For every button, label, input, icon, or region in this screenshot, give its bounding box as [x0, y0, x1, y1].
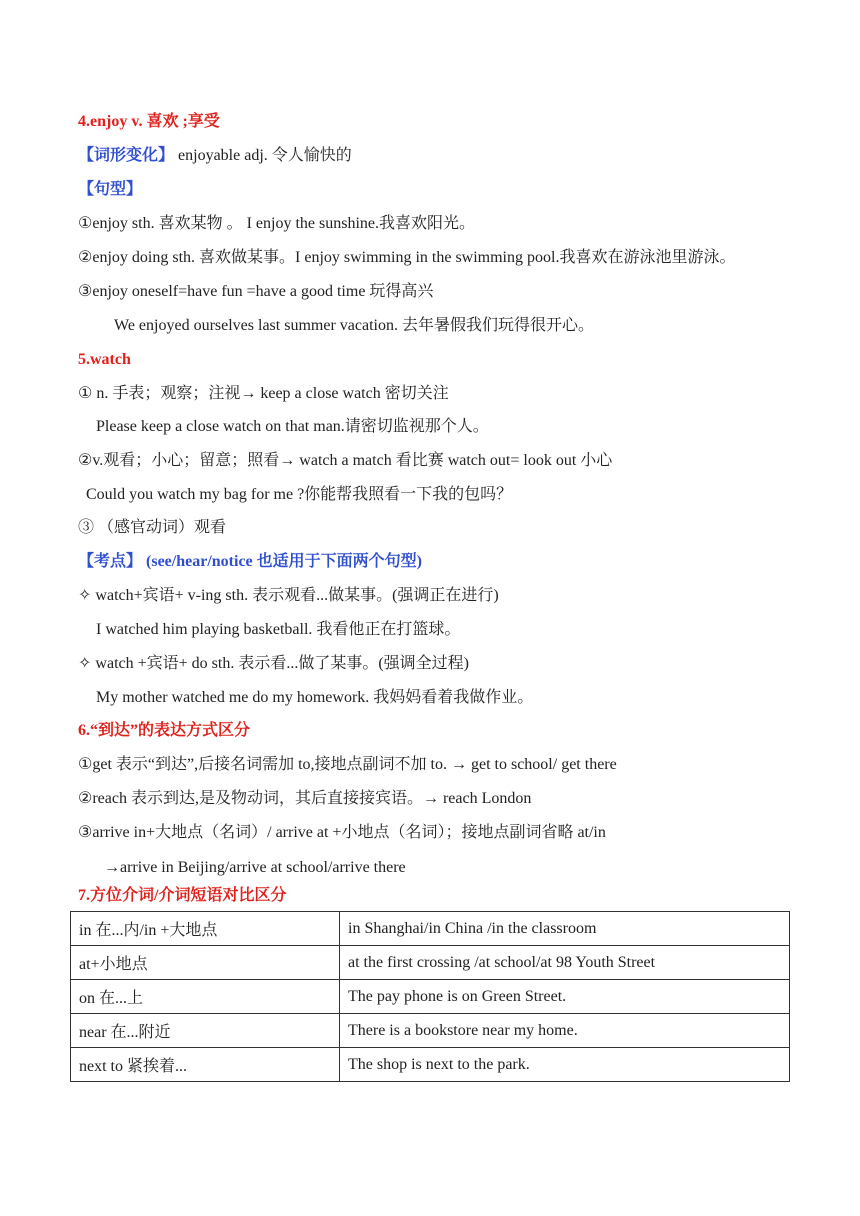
table-cell: near 在...附近	[71, 1014, 340, 1048]
section-7-title: 7.方位介词/介词短语对比区分	[78, 887, 287, 904]
watch-meaning-1-example: Please keep a close watch on that man.请密切监视那个人。	[96, 418, 489, 435]
arrive-expression-3: ③arrive in+大地点（名词）/ arrive at +小地点（名词）；接地点副词省略 at/in	[78, 824, 606, 841]
word-forms-text: enjoyable adj. 令人愉快的	[178, 147, 352, 164]
key-point-tag: 【考点】	[78, 553, 143, 570]
watch-meaning-3: ③ （感官动词）观看	[78, 519, 227, 536]
table-row	[71, 1048, 790, 1082]
arrive-expression-2: ②reach 表示到达,是及物动词，其后直接接宾语。→ reach London	[78, 790, 532, 807]
word-forms-line	[78, 146, 352, 166]
table-row	[71, 980, 790, 1014]
key-pattern-1-example: I watched him playing basketball. 我看他正在打篮球。	[96, 621, 461, 638]
arrive-expression-1: ①get 表示“到达”,后接名词需加 to,接地点副词不加 to. → get to school/ get there	[78, 756, 617, 773]
enjoy-pattern-2: ②enjoy doing sth. 喜欢做某事。I enjoy swimming in the swimming pool.我喜欢在游泳池里游泳。	[78, 249, 736, 266]
key-pattern-2: ✧ watch +宾语+ do sth. 表示看...做了某事。(强调全过程)	[78, 655, 469, 672]
table-cell: at+小地点	[71, 946, 340, 980]
key-point-text: (see/hear/notice 也适用于下面两个句型)	[146, 553, 422, 570]
table-cell: The pay phone is on Green Street.	[340, 980, 790, 1014]
enjoy-pattern-3-example: We enjoyed ourselves last summer vacation. 去年暑假我们玩得很开心。	[114, 317, 594, 334]
key-pattern-1: ✧ watch+宾语+ v-ing sth. 表示观看...做某事。(强调正在进行)	[78, 587, 499, 604]
table-row	[71, 946, 790, 980]
table-cell: next to 紧挨着...	[71, 1048, 340, 1082]
word-forms-tag: 【词形变化】	[78, 147, 175, 164]
enjoy-pattern-3: ③enjoy oneself=have fun =have a good time 玩得高兴	[78, 283, 434, 300]
table-row	[71, 1014, 790, 1048]
key-point-line	[78, 552, 422, 572]
arrive-expression-3-cont: →arrive in Beijing/arrive at school/arrive there	[104, 859, 406, 876]
table-cell: at the first crossing /at school/at 98 Youth Street	[340, 946, 790, 980]
table-cell: in Shanghai/in China /in the classroom	[340, 912, 790, 946]
watch-meaning-1: ① n. 手表；观察；注视→ keep a close watch 密切关注	[78, 385, 449, 402]
watch-meaning-2-example: Could you watch my bag for me ?你能帮我照看一下我的包吗？	[86, 486, 513, 503]
section-6-title: 6.“到达”的表达方式区分	[78, 722, 251, 739]
sentence-pattern-tag: 【句型】	[78, 181, 143, 198]
section-5-title: 5.watch	[78, 351, 131, 368]
table-cell: in 在...内/in +大地点	[71, 912, 340, 946]
table-cell: There is a bookstore near my home.	[340, 1014, 790, 1048]
section-4-title: 4.enjoy v. 喜欢 ;享受	[78, 113, 220, 130]
table-cell: The shop is next to the park.	[340, 1048, 790, 1082]
enjoy-pattern-1: ①enjoy sth. 喜欢某物 。 I enjoy the sunshine.我喜欢阳光。	[78, 215, 475, 232]
watch-meaning-2: ②v.观看；小心；留意；照看→ watch a match 看比赛 watch out= look out 小心	[78, 452, 613, 469]
preposition-table	[70, 911, 790, 1082]
table-cell: on 在...上	[71, 980, 340, 1014]
key-pattern-2-example: My mother watched me do my homework. 我妈妈看着我做作业。	[96, 689, 534, 706]
table-row	[71, 912, 790, 946]
